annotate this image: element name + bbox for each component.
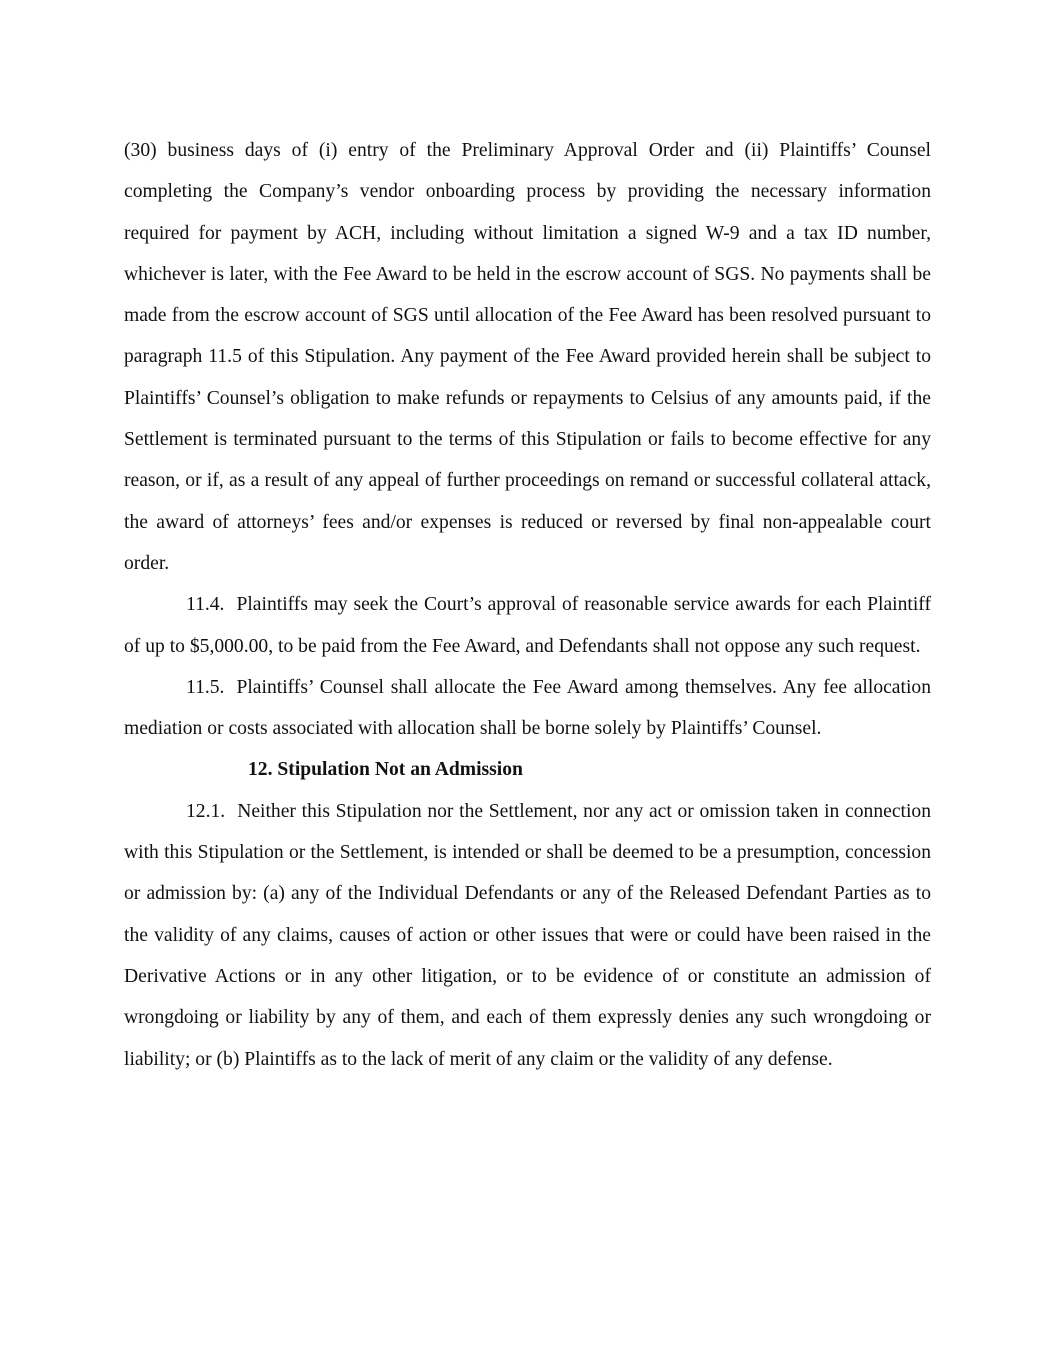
paragraph-number: 11.5. — [186, 676, 225, 698]
section-heading-12: 12. Stipulation Not an Admission — [248, 759, 523, 781]
paragraph-number: 11.4. — [186, 594, 225, 616]
paragraph-11-4 — [124, 584, 931, 667]
paragraph-12-1 — [124, 791, 931, 1080]
paragraph-text: (30) business days of (i) entry of the Preliminary Approval Order and (ii) Plaintiffs’ Counsel completing the Company’s vendor onboarding process by providing the necessary information required for payment by ACH, including without limitation a signed W-9 and a tax ID number, whichever is later, with the Fee Award to be held in the escrow account of SGS. No payments shall be made from the escrow account of SGS until allocation of the Fee Award has been resolved pursuant to paragraph 11.5 of this Stipulation. Any payment of the Fee Award provided herein shall be subject to Plaintiffs’ Counsel’s obligation to make refunds or repayments to Celsius of any amounts paid, if the Settlement is terminated pursuant to the terms of this Stipulation or fails to become effective for any reason, or if, as a result of any appeal of further proceedings on remand or successful collateral attack, the award of attorneys’ fees and/or expenses is reduced or reversed by final non-appealable court order. — [124, 140, 931, 574]
paragraph-continuation — [124, 130, 931, 584]
document-body — [124, 130, 931, 1080]
paragraph-text: Plaintiffs’ Counsel shall allocate the Fee Award among themselves. Any fee allocation mediation or costs associated with allocation shall be borne solely by Plaintiffs’ Counsel. — [124, 676, 931, 740]
paragraph-text: Neither this Stipulation nor the Settlement, nor any act or omission taken in connection with this Stipulation or the Settlement, is intended or shall be deemed to be a presumption, concession or admission by: (a) any of the Individual Defendants or any of the Released Defendant Parties as to the validity of any claims, causes of action or other issues that were or could have been raised in the Derivative Actions or in any other litigation, or to be evidence of or constitute an admission of wrongdoing or liability by any of them, and each of them expressly denies any such wrongdoing or liability; or (b) Plaintiffs as to the lack of merit of any claim or the validity of any defense. — [124, 800, 931, 1070]
paragraph-number: 12.1. — [186, 800, 226, 822]
paragraph-11-5 — [124, 667, 931, 750]
paragraph-text: Plaintiffs may seek the Court’s approval of reasonable service awards for each Plaintiff of up to $5,000.00, to be paid from the Fee Award, and Defendants shall not oppose any such request. — [124, 594, 931, 657]
